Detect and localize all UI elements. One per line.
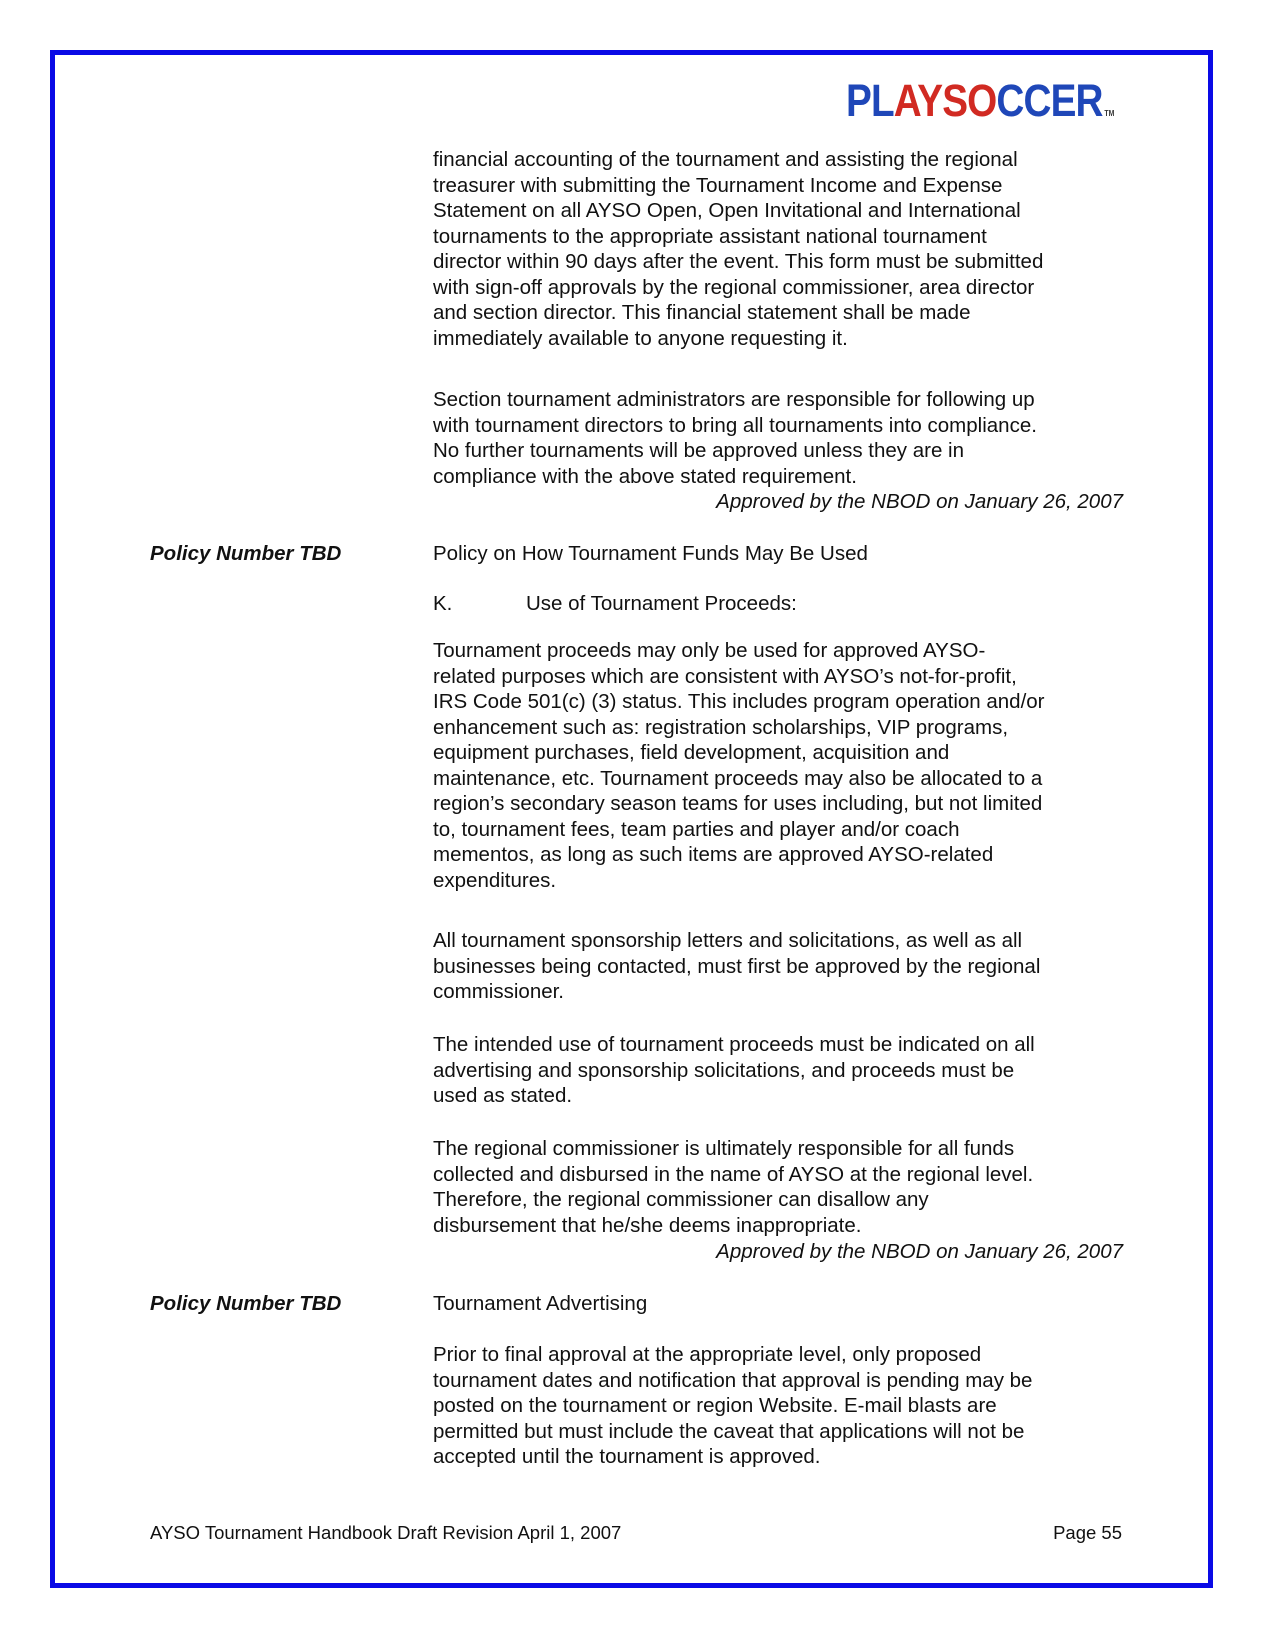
section-letter: K.	[433, 592, 453, 615]
text-line: The regional commissioner is ultimately responsible for all funds	[433, 1137, 1015, 1160]
text-line: tournament dates and notification that approval is pending may be	[433, 1368, 1033, 1392]
text-line: treasurer with submitting the Tournament Income and Expense	[433, 173, 1003, 197]
approval-note: Approved by the NBOD on January 26, 2007	[716, 490, 1123, 513]
logo-part-2: AYSO	[893, 75, 997, 126]
section-title: Use of Tournament Proceeds:	[526, 592, 797, 615]
text-line: advertising and sponsorship solicitations, and proceeds must be	[433, 1058, 1015, 1082]
text-line: to, tournament fees, team parties and player and/or coach	[433, 817, 960, 841]
logo-part-3: CCER	[996, 75, 1103, 126]
footer-document-title: AYSO Tournament Handbook Draft Revision April 1, 2007	[150, 1522, 622, 1543]
text-line: enhancement such as: registration scholarships, VIP programs,	[433, 715, 1009, 739]
page-number: Page 55	[1053, 1522, 1122, 1543]
text-line: Tournament proceeds may only be used for approved AYSO-	[433, 639, 986, 662]
text-line: region’s secondary season teams for uses including, but not limited	[433, 792, 1043, 815]
text-line: equipment purchases, field development, acquisition and	[433, 741, 950, 764]
text-line: businesses being contacted, must first be approved by the regional	[433, 954, 1041, 978]
text-line: related purposes which are consistent with AYSO’s not-for-profit,	[433, 664, 1017, 688]
advertising-paragraph-1	[433, 1342, 1133, 1470]
text-line: posted on the tournament or region Website. E-mail blasts are	[433, 1394, 997, 1417]
text-line: IRS Code 501(c) (3) status. This includes program operation and/or	[433, 690, 1045, 713]
text-line: All tournament sponsorship letters and solicitations, as well as all	[433, 929, 1023, 952]
text-line: with tournament directors to bring all tournaments into compliance.	[433, 413, 1037, 437]
text-line: mementos, as long as such items are approved AYSO-related	[433, 843, 994, 866]
funds-paragraph-2	[433, 928, 1133, 1005]
text-line: director within 90 days after the event. This form must be submitted	[433, 250, 1044, 273]
text-line: Therefore, the regional commissioner can disallow any	[433, 1188, 929, 1211]
text-line: tournaments to the appropriate assistant national tournament	[433, 224, 987, 248]
text-line: immediately available to anyone requesting it.	[433, 326, 848, 350]
text-line: accepted until the tournament is approved.	[433, 1445, 821, 1468]
text-line: No further tournaments will be approved unless they are in	[433, 439, 965, 462]
text-line: disbursement that he/she deems inappropriate.	[433, 1213, 862, 1237]
text-line: compliance with the above stated requirement.	[433, 464, 857, 488]
text-line: maintenance, etc. Tournament proceeds may also be allocated to a	[433, 766, 1043, 790]
text-line: Section tournament administrators are responsible for following up	[433, 388, 1035, 411]
policy-number-label: Policy Number TBD	[150, 1292, 342, 1315]
playsoccer-logo	[846, 75, 1115, 126]
funds-paragraph-1	[433, 638, 1133, 893]
policy-number-label: Policy Number TBD	[150, 542, 342, 565]
text-line: expenditures.	[433, 868, 557, 892]
text-line: and section director. This financial statement shall be made	[433, 301, 971, 324]
text-line: permitted but must include the caveat that applications will not be	[433, 1419, 1025, 1443]
policy-title: Tournament Advertising	[433, 1292, 648, 1315]
text-line: The intended use of tournament proceeds must be indicated on all	[433, 1033, 1035, 1056]
text-line: Statement on all AYSO Open, Open Invitational and International	[433, 199, 1021, 222]
intro-paragraph-2	[433, 387, 1133, 489]
text-line: Prior to final approval at the appropriate level, only proposed	[433, 1343, 982, 1366]
text-line: collected and disbursed in the name of AYSO at the regional level.	[433, 1162, 1034, 1186]
text-line: financial accounting of the tournament and assisting the regional	[433, 148, 1018, 171]
funds-paragraph-3	[433, 1032, 1133, 1109]
funds-paragraph-4	[433, 1136, 1133, 1238]
text-line: with sign-off approvals by the regional commissioner, area director	[433, 275, 1035, 299]
trademark-symbol: TM	[1104, 109, 1115, 118]
text-line: used as stated.	[433, 1084, 573, 1107]
approval-note: Approved by the NBOD on January 26, 2007	[716, 1240, 1123, 1263]
text-line: commissioner.	[433, 980, 565, 1003]
intro-paragraph-1	[433, 147, 1133, 351]
logo-part-1: PL	[846, 75, 894, 126]
policy-title: Policy on How Tournament Funds May Be Used	[433, 542, 868, 565]
